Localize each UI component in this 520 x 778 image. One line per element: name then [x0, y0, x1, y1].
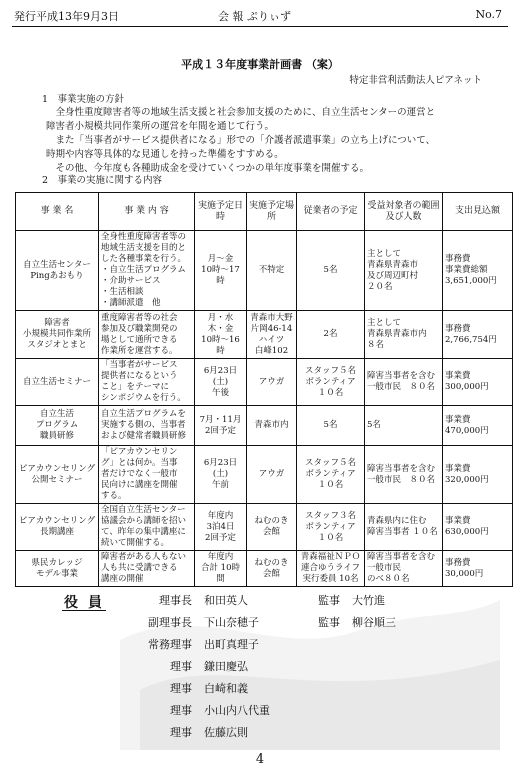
cell-line: および健常者職員研修: [101, 431, 187, 441]
table-row: [16, 311, 513, 359]
cell-line: アウガ: [258, 376, 285, 387]
table-row: [16, 551, 513, 587]
cell-project-content: [99, 446, 195, 504]
cell-line: 全身性重度障害者等の: [101, 232, 187, 242]
cell-beneficiaries: [365, 406, 443, 446]
cell-project-name: [16, 504, 99, 551]
cell-line: 320,000円: [445, 474, 489, 485]
cell-line: ８名: [367, 340, 385, 350]
cell-line: 10時～17時: [201, 265, 240, 286]
cell-line: 木・金: [207, 323, 234, 334]
cell-line: スタジオとまと: [27, 340, 87, 350]
cell-line: ボランティア: [305, 376, 356, 387]
cell-line: 事務費: [445, 323, 471, 334]
cell-line: 5名: [323, 420, 338, 430]
cell-line: 青森県青森市: [367, 259, 419, 270]
header-schedule: 実施予定日時: [195, 193, 247, 231]
officers-title: 役員: [64, 595, 112, 611]
cell-place: [247, 359, 297, 406]
cell-beneficiaries: [365, 231, 443, 311]
cell-line: 講座の開催: [101, 574, 144, 584]
officer-name: 小山内八代重: [204, 704, 270, 717]
cell-line: モデル事業: [35, 568, 79, 579]
cell-line: 2名: [323, 329, 338, 339]
cell-line: 青森県内に住む: [367, 516, 427, 526]
cell-line: 3,651,000円: [445, 276, 497, 286]
cell-line: 事業費総額: [445, 265, 488, 275]
cell-project-content: [99, 231, 195, 311]
cell-line: ハイツ: [258, 334, 285, 345]
cell-line: 地域生活支援を目的と: [101, 243, 187, 253]
policy-line: 全身性重度障害者等の地域生活支援と社会参加支援のために、自立生活センターの運営と: [46, 107, 436, 118]
cell-line: 「当事者がサービス: [101, 360, 178, 370]
cell-line: １０名: [317, 387, 344, 398]
cell-schedule: [195, 359, 247, 406]
cell-place: [247, 311, 297, 359]
cell-line: 2,766,754円: [445, 334, 497, 345]
cell-cost: [443, 504, 513, 551]
cell-project-content: [99, 359, 195, 406]
cell-line: 小規模共同作業所: [22, 329, 91, 339]
issue-number: No.7: [475, 8, 502, 21]
cell-line: 月～金: [207, 254, 234, 264]
cell-line: ボランティア: [305, 521, 356, 532]
cell-project-content: [99, 551, 195, 587]
officer-entry: [300, 614, 396, 630]
cell-beneficiaries: [365, 311, 443, 359]
cell-staff: [297, 359, 365, 406]
cell-line: １０名: [317, 480, 344, 490]
cell-line: ピアカウンセリング: [18, 463, 96, 474]
cell-line: 事務費: [445, 557, 471, 568]
cell-line: 自立生活センター: [23, 259, 91, 270]
cell-line: のべ８０名: [367, 574, 410, 584]
cell-line: プログラム: [35, 420, 79, 430]
officer-entry: [128, 724, 248, 740]
header-project-name: 事 業 名: [16, 193, 99, 231]
policy-line: その他、今年度も各種助成金を受けていくつかの単年度事業を開催する。: [46, 163, 370, 174]
cell-line: 自立生活プログラムを: [101, 409, 186, 419]
cell-line: ・生活相談: [101, 287, 144, 297]
cell-line: 障害当事者を含む: [367, 552, 436, 562]
cell-line: 障害者がある人もない: [101, 552, 187, 562]
cell-line: こと」をテーマに: [101, 382, 170, 392]
cell-schedule: [195, 406, 247, 446]
officer-role: 理事: [170, 704, 192, 717]
table-row: [16, 231, 513, 311]
cell-place: [247, 231, 297, 311]
cell-project-name: [16, 551, 99, 587]
cell-line: 6月23日(土): [203, 365, 238, 387]
cell-staff: [297, 406, 365, 446]
officer-role: 常務理事: [148, 638, 192, 651]
cell-line: 300,000円: [445, 382, 489, 392]
cell-line: 30,000円: [445, 568, 484, 579]
table-header-row: [16, 193, 513, 231]
cell-schedule: [195, 446, 247, 504]
document-title: 平成１３年度事業計画書 （案）: [181, 58, 339, 71]
cell-project-name: [16, 359, 99, 406]
cell-line: 470,000円: [445, 425, 489, 436]
policy-line: 障害者小規模共同作業所の運営を年間を通じて行う。: [46, 121, 275, 132]
cell-project-name: [16, 231, 99, 311]
cell-line: スタッフ３名: [304, 510, 356, 521]
cell-line: 者だけでなく一般市: [101, 469, 178, 479]
cell-line: 主として: [367, 248, 402, 259]
cell-line: 青森市内: [254, 420, 289, 430]
cell-line: 自立生活: [39, 409, 74, 419]
policy-line: また「当事者がサービス提供者になる」形での「介護者派遣事業」の立ち上げについて、: [46, 135, 436, 146]
officer-name: 白崎和義: [204, 682, 248, 695]
policy-line: 時期や内容等具体的な見通しを持った準備をすすめる。: [46, 149, 284, 160]
cell-line: 事業費: [445, 371, 471, 381]
newsletter-name: 会 報 ぷりぃず: [218, 10, 291, 23]
officer-role: 理事長: [159, 594, 192, 607]
cell-line: 年度内: [207, 510, 234, 521]
cell-line: 10時～16時: [201, 334, 240, 356]
table-row: [16, 446, 513, 504]
cell-line: 重度障害者等の社会: [101, 312, 178, 323]
officer-role: 理事: [170, 682, 192, 695]
cell-line: 青森県青森市内: [367, 329, 427, 339]
page-header: [0, 8, 520, 24]
cell-cost: [443, 551, 513, 587]
cell-line: 提供者になるという: [101, 371, 178, 381]
cell-schedule: [195, 551, 247, 587]
cell-line: 続いて開催する。: [101, 538, 170, 548]
cell-line: した各種事業を行う。: [101, 254, 187, 264]
officer-name: 和田英人: [204, 594, 248, 607]
cell-cost: [443, 231, 513, 311]
cell-line: シンポジウムを行う。: [101, 393, 186, 403]
officer-entry: [128, 636, 259, 652]
officers-title-underline: [62, 610, 106, 611]
organization-name: 特定非営利活動法人ピアネット: [349, 75, 482, 86]
cell-place: [247, 446, 297, 504]
cell-line: 一般市民: [367, 563, 402, 573]
cell-line: 協議会から講師を招い: [101, 516, 187, 526]
cell-line: 会館: [262, 527, 280, 537]
officer-name: 佐藤広則: [204, 726, 248, 739]
cell-staff: [297, 311, 365, 359]
cell-line: ２０名: [367, 281, 393, 292]
cell-line: 障害当事者を含む: [367, 371, 436, 381]
cell-line: ねむのき: [254, 557, 289, 568]
cell-line: 場として通所できる: [101, 334, 178, 345]
issue-date: 発行平成13年9月3日: [14, 10, 119, 23]
cell-staff: [297, 446, 365, 504]
cell-line: 職員研修: [39, 431, 74, 441]
cell-line: 青森福祉ＮＰＯ: [300, 552, 361, 562]
cell-line: ねむのき: [254, 516, 289, 526]
cell-line: 3泊4日: [206, 521, 235, 532]
header-cost: 支出見込額: [443, 193, 513, 231]
cell-line: 一般市民 ８０名: [367, 474, 436, 485]
cell-line: 5名: [323, 265, 338, 275]
cell-line: １０名: [317, 532, 344, 543]
cell-line: 5名: [367, 420, 381, 430]
table-row: [16, 359, 513, 406]
cell-line: スタッフ５名: [304, 458, 356, 468]
cell-line: 連合ゆうライフ: [301, 563, 360, 573]
officer-name: 鎌田慶弘: [204, 660, 248, 673]
cell-staff: [297, 551, 365, 587]
cell-project-content: [99, 311, 195, 359]
cell-line: 一般市民 ８０名: [367, 382, 436, 392]
cell-line: ピアカウンセリング: [18, 516, 96, 526]
cell-line: 合計 10時間: [200, 563, 241, 584]
cell-line: 全国自立生活センター: [101, 505, 186, 515]
cell-place: [247, 504, 297, 551]
cell-line: する。: [101, 491, 127, 501]
cell-staff: [297, 231, 365, 311]
cell-line: 青森市大野: [250, 312, 293, 323]
cell-line: 630,000円: [445, 527, 489, 537]
cell-line: て、昨年の集中講座に: [101, 527, 186, 537]
cell-line: 自立生活セミナー: [22, 376, 91, 387]
cell-line: 障害者: [44, 318, 70, 328]
cell-line: 事業費: [445, 463, 471, 474]
cell-line: 及び周辺町村: [367, 270, 419, 281]
cell-line: 7月・11月: [199, 414, 242, 425]
cell-place: [247, 551, 297, 587]
cell-line: 事業費: [445, 516, 471, 526]
cell-line: ボランティア: [305, 469, 356, 479]
officer-name: 出町真理子: [204, 638, 259, 651]
cell-beneficiaries: [365, 551, 443, 587]
section-2-heading: 2 事業の実施に関する内容: [42, 175, 163, 186]
cell-beneficiaries: [365, 359, 443, 406]
officer-entry: [128, 592, 248, 608]
officer-entry: [128, 680, 248, 696]
cell-line: ・講師派遣 他: [101, 298, 161, 308]
cell-line: 県民カレッジ: [31, 557, 83, 568]
cell-line: グ」とは何か。当事: [101, 458, 178, 468]
table-row: [16, 406, 513, 446]
cell-line: 年度内: [207, 552, 234, 562]
cell-line: 主として: [367, 318, 402, 328]
cell-cost: [443, 446, 513, 504]
cell-line: アウガ: [258, 469, 285, 479]
cell-beneficiaries: [365, 504, 443, 551]
cell-line: 障害当事者を含む: [367, 463, 436, 474]
cell-schedule: [195, 231, 247, 311]
officer-role: 副理事長: [148, 616, 192, 629]
cell-line: 長期講座: [39, 527, 74, 537]
officer-name: 柳谷順三: [352, 616, 396, 629]
section-1-body: [46, 106, 476, 176]
page-number: 4: [255, 752, 265, 767]
cell-project-content: [99, 406, 195, 446]
cell-line: 2回予定: [205, 532, 236, 543]
officer-entry: [128, 702, 270, 718]
officer-role: 監事: [318, 616, 340, 629]
cell-line: 公開セミナー: [31, 474, 83, 485]
cell-line: 午前: [211, 480, 229, 490]
officer-role: 理事: [170, 660, 192, 673]
officer-entry: [128, 614, 259, 630]
officer-name: 下山奈穂子: [204, 616, 259, 629]
cell-schedule: [195, 504, 247, 551]
cell-cost: [443, 359, 513, 406]
cell-staff: [297, 504, 365, 551]
cell-line: スタッフ５名: [304, 365, 356, 376]
header-project-content: 事 業 内 容: [99, 193, 195, 231]
cell-schedule: [195, 311, 247, 359]
cell-place: [247, 406, 297, 446]
officer-name: 大竹進: [352, 594, 385, 607]
cell-line: 作業所を運営する。: [101, 345, 178, 356]
cell-line: 午後: [211, 387, 229, 398]
cell-line: 事務費: [445, 254, 471, 264]
cell-line: 事業費: [445, 414, 471, 425]
cell-line: 会館: [262, 568, 280, 579]
officer-role: 監事: [318, 594, 340, 607]
header-place: 実施予定場所: [247, 193, 297, 231]
cell-line: ・自立生活プログラム: [101, 265, 186, 275]
cell-line: 参加及び職業開発の: [101, 323, 178, 334]
cell-project-name: [16, 406, 99, 446]
header-beneficiaries: 受益対象者の範囲及び人数: [365, 193, 443, 231]
cell-line: 「ピアカウンセリン: [101, 447, 178, 457]
officer-entry: [300, 592, 385, 608]
table-row: [16, 504, 513, 551]
cell-project-name: [16, 311, 99, 359]
cell-line: ・介助サービス: [101, 276, 161, 286]
section-1-heading: 1 事業実施の方針: [42, 94, 125, 105]
cell-line: 人も共に受講できる: [101, 563, 178, 573]
cell-line: 片岡46-14: [250, 323, 293, 334]
header-rule: [12, 26, 508, 27]
cell-project-name: [16, 446, 99, 504]
cell-line: 実行委員 10名: [302, 574, 359, 584]
project-table: [15, 192, 513, 587]
cell-line: 実施する側の、当事者: [101, 420, 186, 430]
officer-role: 理事: [170, 726, 192, 739]
cell-line: 民向けに講座を開催: [101, 480, 178, 490]
cell-project-content: [99, 504, 195, 551]
cell-line: 月・水: [207, 312, 234, 323]
cell-line: 不特定: [258, 265, 285, 275]
cell-cost: [443, 406, 513, 446]
cell-line: Pingあおもり: [30, 270, 84, 281]
cell-line: 6月23日(土): [203, 458, 238, 479]
cell-beneficiaries: [365, 446, 443, 504]
cell-line: 障害当事者 １０名: [367, 527, 438, 537]
officer-entry: [128, 658, 248, 674]
header-staff: 従業者の予定: [297, 193, 365, 231]
cell-line: 白峰102: [254, 345, 289, 356]
cell-cost: [443, 311, 513, 359]
cell-line: 2回予定: [205, 425, 236, 436]
